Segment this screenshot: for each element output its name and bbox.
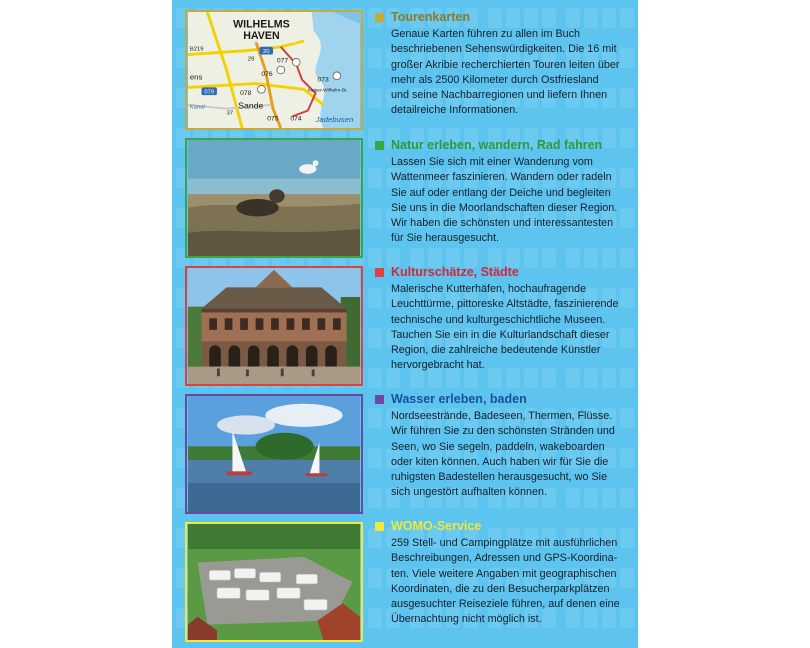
nature-photo-thumbnail: [185, 138, 363, 258]
body-line: Malerische Kutterhäfen, hochaufragende: [391, 283, 587, 295]
body-line: Übernachtung nicht möglich ist.: [391, 613, 542, 626]
map-town-sande: Sande: [238, 100, 264, 111]
body-line: oder kiten können. Auch haben wir für Sie die: [391, 455, 609, 468]
section-body: [391, 409, 633, 501]
map-road-b219: B219: [189, 46, 204, 53]
square-bullet-icon: [375, 13, 384, 22]
body-line: sich ungestört aufhalten können.: [391, 486, 548, 499]
section-kultur: [375, 264, 633, 374]
campsite-photo: [187, 524, 361, 640]
body-line: beschriebenen Sehenswürdigkeiten. Die 16 mit: [391, 43, 617, 56]
section-heading: [375, 264, 633, 280]
section-heading: [375, 518, 633, 534]
body-line: Wir haben die schönsten und interessantesten: [391, 217, 614, 230]
map-bridge-label: Kaiser-Wilhelm-Br.: [307, 88, 348, 94]
section-heading: [375, 9, 633, 25]
map-illustration: [187, 12, 361, 128]
section-natur: [375, 137, 633, 247]
body-line: Koordinaten, die zu den Besucherparkplätzen: [391, 582, 610, 595]
map-city-label-2: HAVEN: [243, 30, 280, 43]
body-line: Region, die zahlreiche bedeutende Künstler: [391, 344, 601, 357]
section-title: Kulturschätze, Städte: [391, 265, 519, 279]
square-bullet-icon: [375, 395, 384, 404]
body-line: 259 Stell- und Campingplätze mit ausführlichen: [391, 537, 618, 549]
map-tour-076: 076: [261, 70, 273, 78]
section-heading: [375, 137, 633, 153]
map-tour-073: 073: [317, 76, 329, 84]
section-womo-service: [375, 518, 633, 628]
square-bullet-icon: [375, 268, 384, 277]
body-line: technische und kulturgeschichtliche Museen.: [391, 313, 606, 326]
body-line: Wattenmeer faszinieren. Wandern oder radeln: [391, 171, 612, 184]
body-line: ausgesuchter Reiseziele führen, auf denen eine: [391, 598, 620, 611]
body-line: Lassen Sie sich mit einer Wanderung vom: [391, 156, 593, 168]
body-line: Leuchttürme, pittoreske Altstädte, faszinierende: [391, 298, 619, 311]
map-kanal: Kanal: [189, 104, 205, 111]
map-tour-074: 074: [290, 115, 302, 123]
section-title: Natur erleben, wandern, Rad fahren: [391, 138, 603, 152]
seal-beach-photo: [187, 140, 361, 256]
body-line: Beschreibungen, Adressen und GPS-Koordina-: [391, 552, 618, 565]
map-road-20: 20: [263, 49, 270, 56]
town-hall-photo: [187, 268, 361, 384]
square-bullet-icon: [375, 141, 384, 150]
brochure-page: [172, 0, 638, 648]
section-body: [391, 155, 633, 247]
section-body: [391, 536, 633, 628]
map-road-079: 079: [204, 89, 215, 96]
map-road-29: 29: [247, 56, 255, 63]
body-line: Seen, wo Sie segeln, paddeln, wakeboarden: [391, 440, 605, 453]
service-photo-thumbnail: [185, 522, 363, 642]
square-bullet-icon: [375, 522, 384, 531]
section-title: WOMO-Service: [391, 519, 482, 533]
map-tour-077: 077: [276, 57, 289, 65]
section-tourenkarten: [375, 9, 633, 119]
map-tour-078: 078: [240, 90, 252, 98]
section-heading: [375, 391, 633, 407]
water-photo-thumbnail: [185, 394, 363, 514]
body-line: für Sie herausgesucht.: [391, 232, 500, 245]
section-title: Wasser erleben, baden: [391, 392, 527, 406]
sailing-lake-photo: [187, 396, 361, 512]
body-line: ten. Viele weitere Angaben mit geographischen: [391, 567, 617, 580]
map-tour-075: 075: [267, 115, 279, 123]
culture-photo-thumbnail: [185, 266, 363, 386]
tour-map-thumbnail: [185, 10, 363, 130]
body-line: Wir führen Sie zu den schönsten Stränden und: [391, 425, 615, 438]
map-city-label: WILHELMS: [233, 18, 290, 31]
body-line: großer Akribie recherchierten Touren leiten über: [391, 58, 620, 71]
body-line: Tauchen Sie ein in die Kulturlandschaft dieser: [391, 328, 610, 341]
body-line: Genaue Karten führen zu allen im Buch: [391, 28, 581, 40]
body-line: Sie auf oder entlang der Deiche und begleiten: [391, 186, 611, 199]
section-body: [391, 282, 633, 374]
map-town-ens: ens: [189, 72, 203, 82]
section-body: [391, 27, 633, 119]
map-road-37: 37: [226, 110, 234, 117]
body-line: hervorgebracht hat.: [391, 359, 485, 372]
map-bay-label: Jadebusen: [315, 115, 354, 125]
body-line: Sie uns in die Moorlandschaften dieser Region.: [391, 201, 618, 214]
body-line: mehr als 2500 Kilometer durch Ostfriesland: [391, 73, 599, 86]
body-line: und seine Nachbarregionen und liefern Ihnen: [391, 89, 608, 102]
body-line: Nordseestrände, Badeseen, Thermen, Flüsse.: [391, 410, 613, 422]
body-line: ruhigsten Badestellen herausgesucht, wo Sie: [391, 471, 608, 484]
body-line: detailreiche Informationen.: [391, 104, 519, 117]
section-wasser: [375, 391, 633, 501]
section-title: Tourenkarten: [391, 10, 470, 24]
